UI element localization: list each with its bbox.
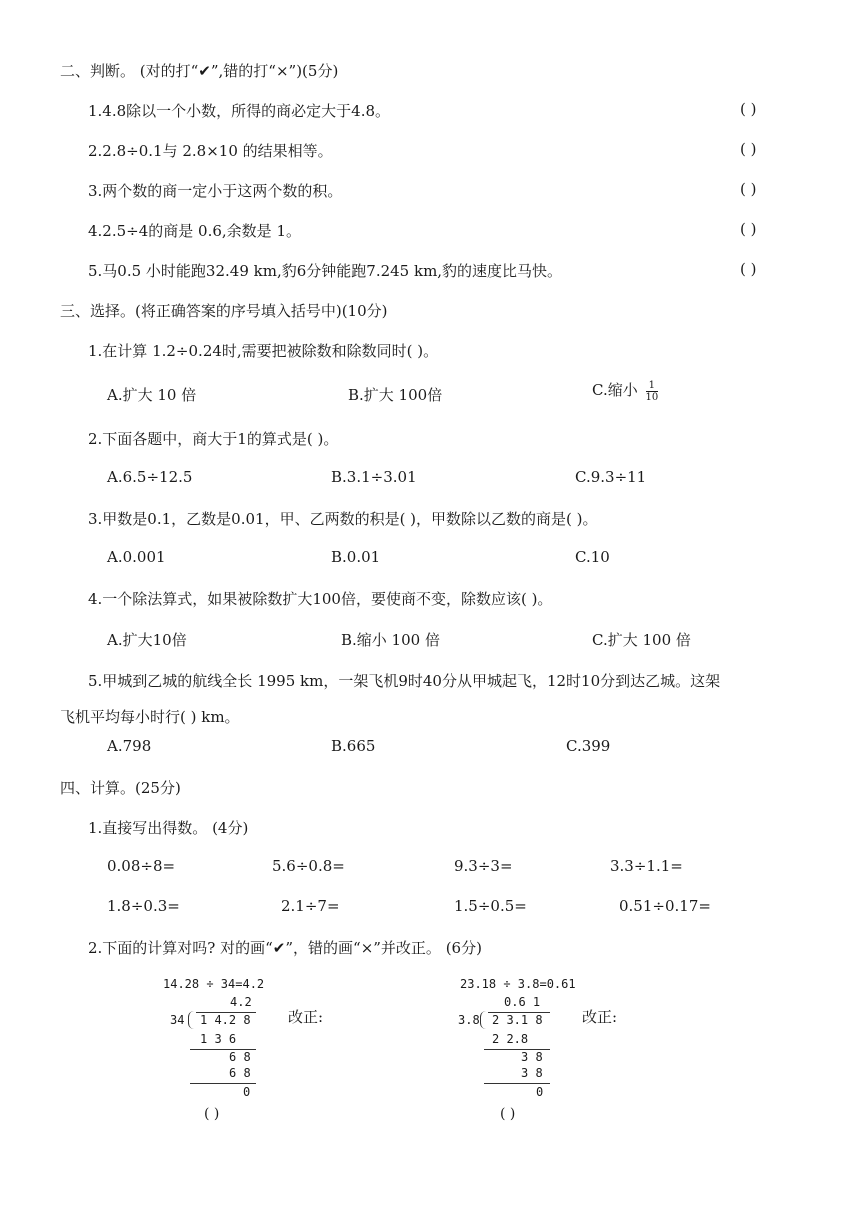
left-judge-paren[interactable]: ( ) [204,1106,220,1122]
right-step-line-2 [484,1083,550,1084]
choice-question-3: 3.甲数是0.1，乙数是0.01，甲、乙两数的积是( )，甲数除以乙数的商是( )。 [88,510,598,528]
left-step-2: 6 8 [229,1050,251,1064]
choice-2-option-b[interactable]: B.3.1÷3.01 [331,468,417,486]
fraction-one-tenth [646,380,659,403]
choice-2-option-a[interactable]: A.6.5÷12.5 [107,468,193,486]
fraction-numerator: 1 [646,380,659,392]
judge-answer-paren-3[interactable]: ( ) [740,180,757,198]
left-step-1: 1 3 6 [200,1032,237,1046]
oral-calc-5[interactable]: 1.8÷0.3= [107,897,180,915]
section-2-title: 二、判断。 (对的打“✔”,错的打“×”)(5分) [60,62,339,80]
left-remainder: 0 [243,1085,251,1099]
choice-1-option-b[interactable]: B.扩大 100倍 [348,386,443,404]
choice-4-option-b[interactable]: B.缩小 100 倍 [341,631,440,649]
oral-calc-8[interactable]: 0.51÷0.17= [619,897,711,915]
left-step-3: 6 8 [229,1066,251,1080]
fraction-denominator: 10 [645,391,659,403]
judge-item-5: 5.马0.5 小时能跑32.49 km,豹6分钟能跑7.245 km,豹的速度比马快。 [88,262,563,280]
oral-calc-4[interactable]: 3.3÷1.1= [610,857,683,875]
section-4-title: 四、计算。(25分) [60,779,181,797]
left-correct-label: 改正: [288,1008,324,1026]
choice-2-option-c[interactable]: C.9.3÷11 [575,468,647,486]
judge-answer-paren-4[interactable]: ( ) [740,220,757,238]
choice-3-option-c[interactable]: C.10 [575,548,610,566]
choice-3-option-b[interactable]: B.0.01 [331,548,381,566]
choice-4-option-c[interactable]: C.扩大 100 倍 [592,631,691,649]
right-judge-paren[interactable]: ( ) [500,1106,516,1122]
judge-item-4: 4.2.5÷4的商是 0.6,余数是 1。 [88,222,301,240]
left-divisor: 34 [170,1013,185,1027]
choice-4-option-a[interactable]: A.扩大10倍 [107,631,187,649]
section-3-title: 三、选择。(将正确答案的序号填入括号中)(10分) [60,302,388,320]
choice-question-5-line-1: 5.甲城到乙城的航线全长 1995 km，一架飞机9时40分从甲城起飞，12时10分到达乙城。这架 [88,672,721,690]
right-step-1: 2 2.8 [492,1032,529,1046]
left-dividend: 1 4.2 8 [200,1013,251,1027]
left-quotient: 4.2 [230,995,252,1009]
choice-5-option-b[interactable]: B.665 [331,737,376,755]
choice-1-option-a[interactable]: A.扩大 10 倍 [107,386,197,404]
right-correct-label: 改正: [582,1008,618,1026]
calc-part-2-title: 2.下面的计算对吗? 对的画“✔”，错的画“×”并改正。 (6分) [88,939,482,957]
right-remainder: 0 [536,1085,544,1099]
choice-question-2: 2.下面各题中，商大于1的算式是( )。 [88,430,339,448]
choice-1-option-c[interactable] [592,379,658,403]
judge-answer-paren-2[interactable]: ( ) [740,140,757,158]
oral-calc-2[interactable]: 5.6÷0.8= [272,857,345,875]
judge-item-3: 3.两个数的商一定小于这两个数的积。 [88,182,343,200]
right-division-bracket [480,1011,489,1029]
choice-3-option-a[interactable]: A.0.001 [107,548,166,566]
right-equation: 23.18 ÷ 3.8=0.61 [460,977,576,991]
right-quotient: 0.6 1 [504,995,541,1009]
judge-item-1: 1.4.8除以一个小数，所得的商必定大于4.8。 [88,102,391,120]
oral-calc-6[interactable]: 2.1÷7= [281,897,340,915]
calc-part-1-title: 1.直接写出得数。 (4分) [88,819,249,837]
right-divisor: 3.8 [458,1013,480,1027]
oral-calc-3[interactable]: 9.3÷3= [454,857,513,875]
choice-question-5-line-2: 飞机平均每小时行( ) km。 [60,708,240,726]
right-dividend: 2 3.1 8 [492,1013,543,1027]
choice-5-option-a[interactable]: A.798 [107,737,152,755]
right-step-3: 3 8 [521,1066,543,1080]
judge-answer-paren-1[interactable]: ( ) [740,100,757,118]
oral-calc-7[interactable]: 1.5÷0.5= [454,897,527,915]
left-equation: 14.28 ÷ 34=4.2 [163,977,265,991]
left-division-bracket [188,1011,197,1029]
choice-question-4: 4.一个除法算式，如果被除数扩大100倍，要使商不变，除数应该( )。 [88,590,553,608]
choice-5-option-c[interactable]: C.399 [566,737,611,755]
oral-calc-1[interactable]: 0.08÷8= [107,857,176,875]
choice-question-1: 1.在计算 1.2÷0.24时,需要把被除数和除数同时( )。 [88,342,439,360]
right-step-2: 3 8 [521,1050,543,1064]
left-step-line-2 [190,1083,256,1084]
judge-item-2: 2.2.8÷0.1与 2.8×10 的结果相等。 [88,142,333,160]
choice-1-option-c-label: C.缩小 [592,381,638,399]
judge-answer-paren-5[interactable]: ( ) [740,260,757,278]
